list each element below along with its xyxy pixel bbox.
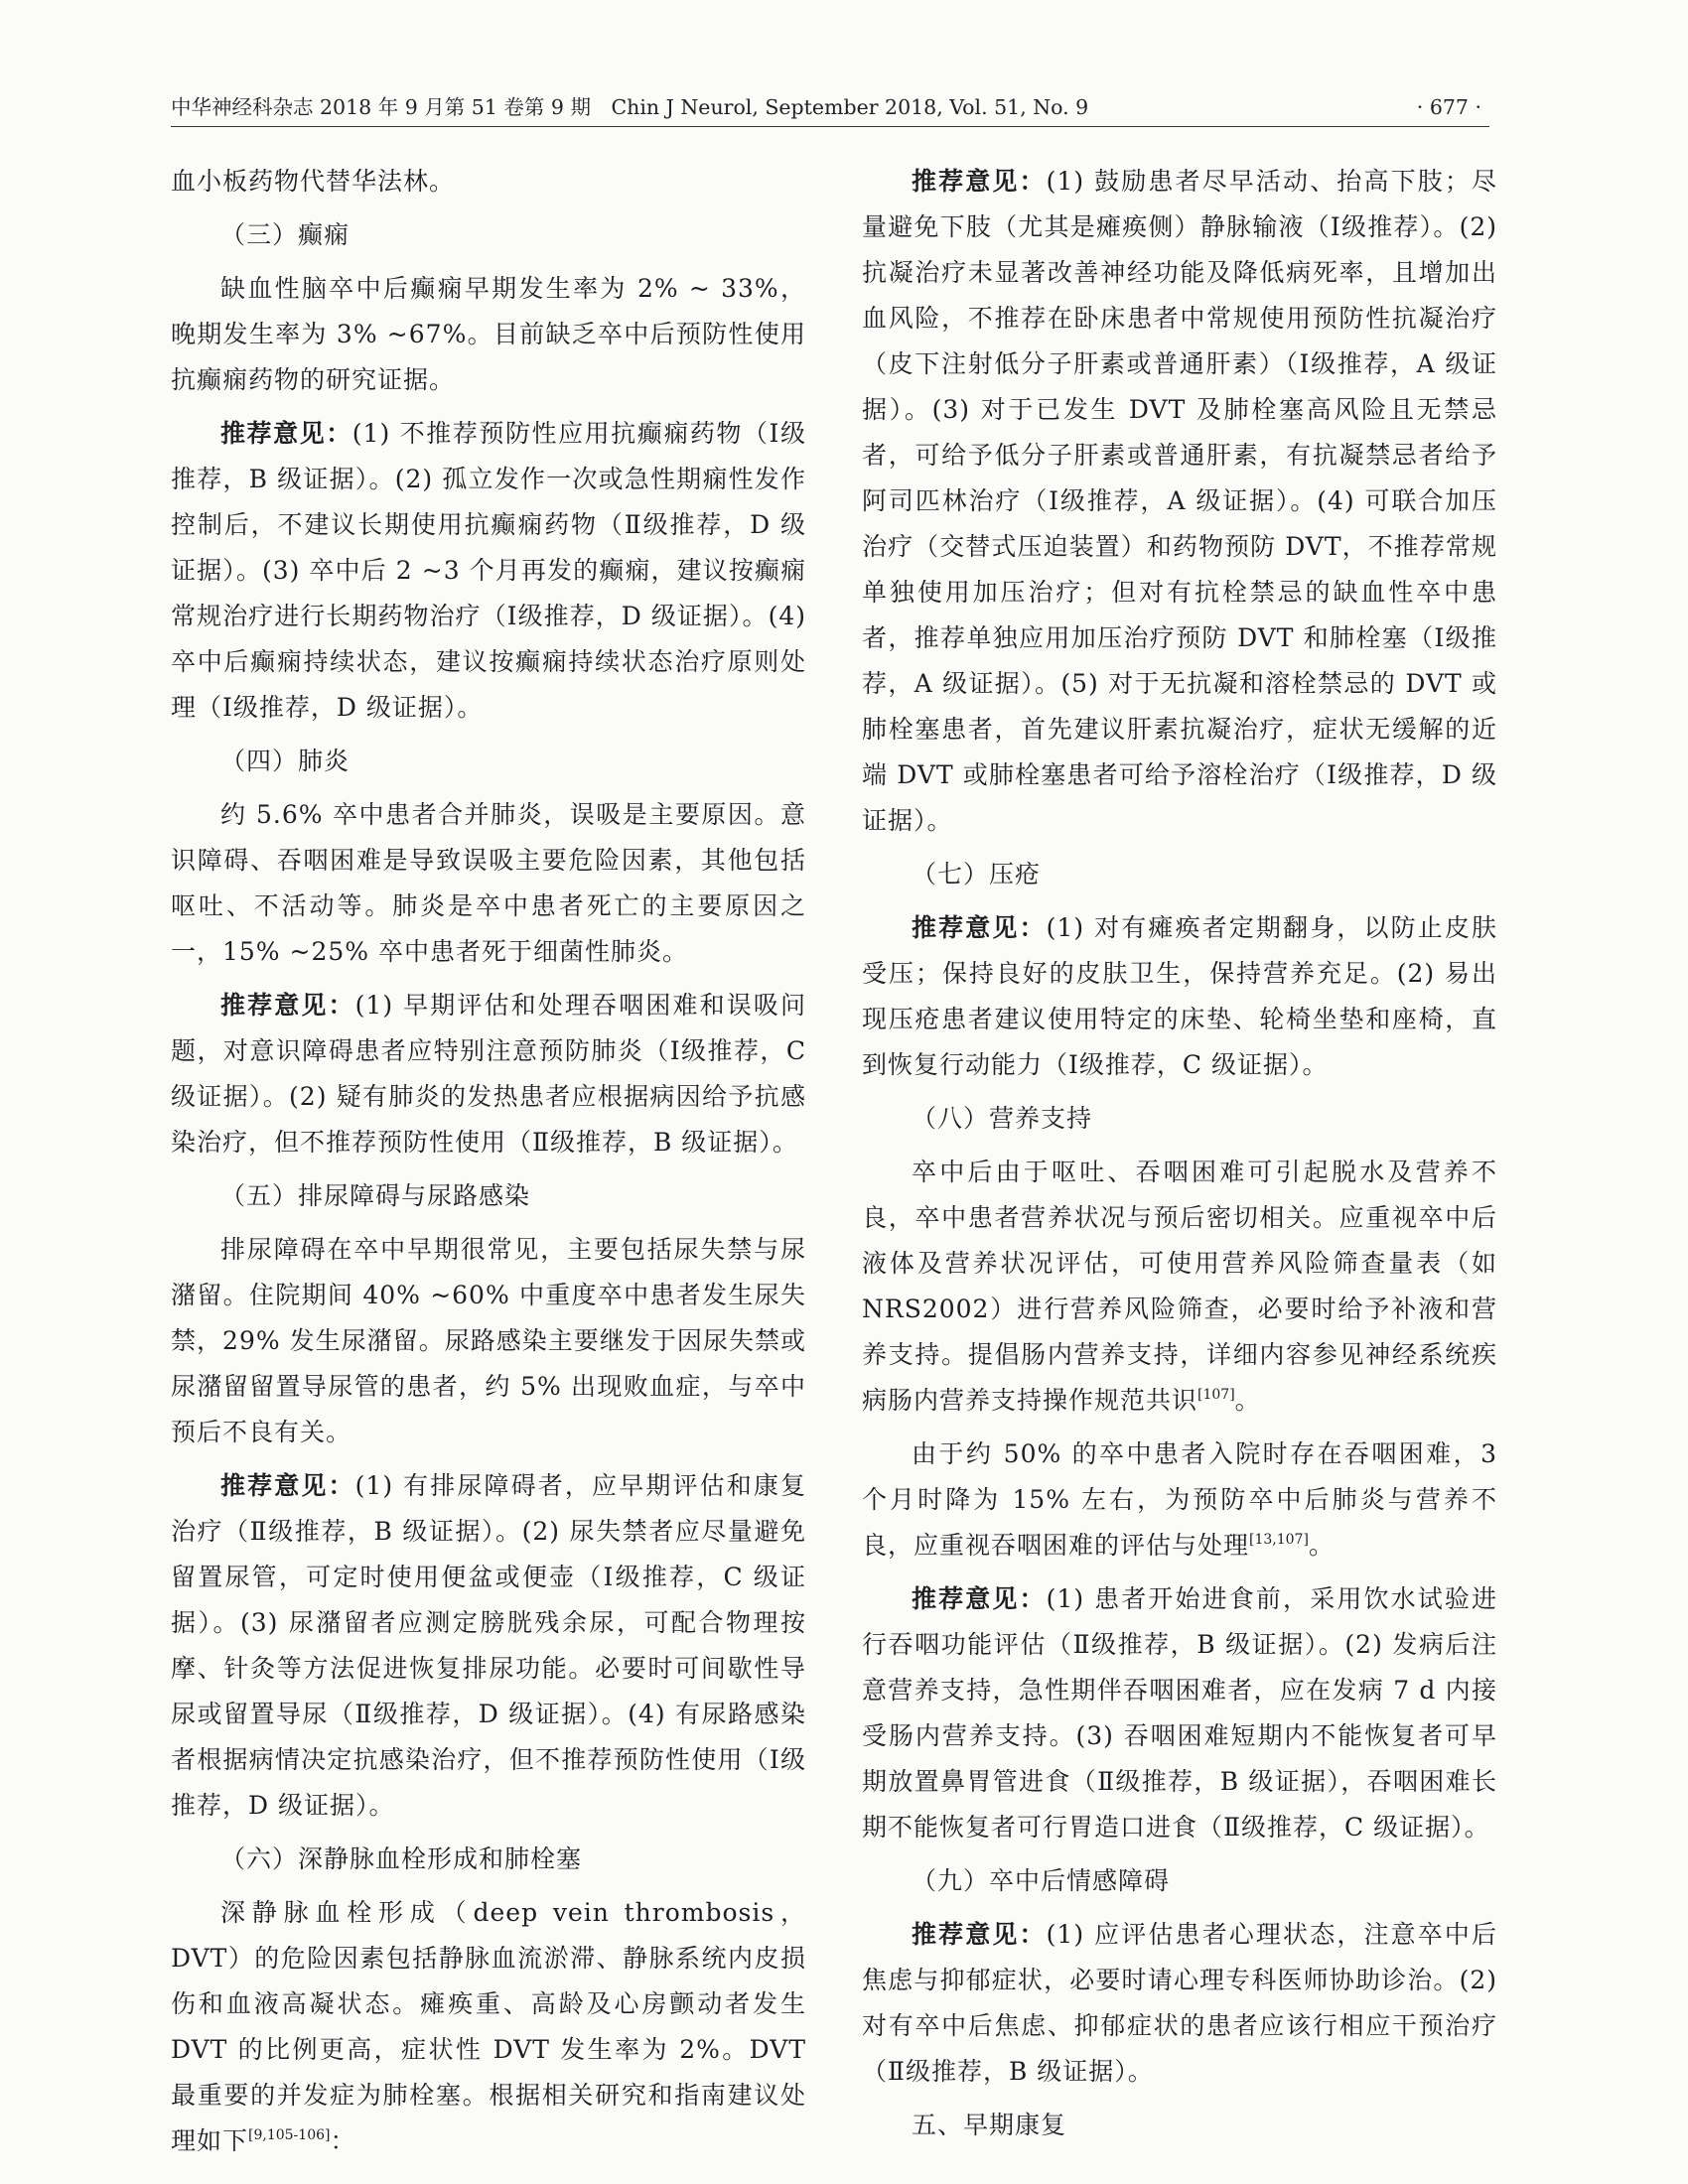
recommendation-text: (1) 早期评估和处理吞咽困难和误吸问题，对意识障碍患者应特别注意预防肺炎（Ⅰ级推荐，C 级证据）。(2) 疑有肺炎的发热患者应根据病因给予抗感染治疗，但不推荐预防性使用（Ⅱ级推荐，B 级证据）。 — [171, 991, 806, 1157]
citation: [9,105-106] — [248, 2127, 331, 2143]
page-number: · 677 · — [1416, 95, 1481, 119]
recommendation — [862, 159, 1497, 844]
section-heading-early-rehab: 五、早期康复 — [912, 2111, 1067, 2139]
recommendation-text: (1) 对有瘫痪者定期翻身，以防止皮肤受压；保持良好的皮肤卫生，保持营养充足。(2) 易出现压疮患者建议使用特定的床垫、轮椅坐垫和座椅，直到恢复行动能力（Ⅰ级推荐，C 级证据）。 — [862, 913, 1497, 1079]
recommendation-text: (1) 应评估患者心理状态，注意卒中后焦虑与抑郁症状，必要时请心理专科医师协助诊治。(2) 对有卒中后焦虑、抑郁症状的患者应该行相应干预治疗（Ⅱ级推荐，B 级证据）。 — [862, 1920, 1497, 2086]
recommendation-label: 推荐意见： — [912, 167, 1047, 196]
recommendation-text: (1) 鼓励患者尽早活动、抬高下肢；尽量避免下肢（尤其是瘫痪侧）静脉输液（Ⅰ级推荐）。(2) 抗凝治疗未显著改善神经功能及降低病死率，且增加出血风险，不推荐在卧床患者中常规使用预防性抗凝治疗（皮下注射低分子肝素或普通肝素）（Ⅰ级推荐，A 级证据）。(3) 对于已发生 DVT 及肺栓塞高风险且无禁忌者，可给予低分子肝素或普通肝素，有抗凝禁忌者给予阿司匹林治疗（Ⅰ级推荐，A 级证据）。(4) 可联合加压治疗（交替式压迫装置）和药物预防 DVT，不推荐常规单独使用加压治疗；但对有抗栓禁忌的缺血性卒中患者，推荐单独应用加压治疗预防 DVT 和肺栓塞（Ⅰ级推荐，A 级证据）。(5) 对于无抗凝和溶栓禁忌的 DVT 或肺栓塞患者，首先建议肝素抗凝治疗，症状无缓解的近端 DVT 或肺栓塞患者可给予溶栓治疗（Ⅰ级推荐，D 级证据）。 — [862, 167, 1497, 835]
recommendation — [171, 411, 806, 731]
recommendation-text: (1) 患者开始进食前，采用饮水试验进行吞咽功能评估（Ⅱ级推荐，B 级证据）。(2) 发病后注意营养支持，急性期伴吞咽困难者，应在发病 7 d 内接受肠内营养支持。(3) 吞咽困难短期内不能恢复者可早期放置鼻胃管进食（Ⅱ级推荐，B 级证据），吞咽困难长期不能恢复者可行胃造口进食（Ⅱ级推荐，C 级证据）。 — [862, 1584, 1497, 1842]
recommendation-text: (1) 有排尿障碍者，应早期评估和康复治疗（Ⅱ级推荐，B 级证据）。(2) 尿失禁者应尽量避免留置尿管，可定时使用便盆或便壶（Ⅰ级推荐，C 级证据）。(3) 尿潴留者应测定膀胱残余尿，可配合物理按摩、针灸等方法促进恢复排尿功能。必要时可间歇性导尿或留置导尿（Ⅱ级推荐，D 级证据）。(4) 有尿路感染者根据病情决定抗感染治疗，但不推荐预防性使用（Ⅰ级推荐，D 级证据）。 — [171, 1471, 806, 1820]
citation: [13,107] — [1249, 1532, 1309, 1548]
recommendation — [862, 905, 1497, 1088]
section-heading-emotional: （九）卒中后情感障碍 — [912, 1866, 1171, 1895]
section-heading-urinary: （五）排尿障碍与尿路感染 — [220, 1181, 531, 1210]
header-rule — [171, 126, 1489, 127]
punctuation: 。 — [1234, 1386, 1261, 1415]
paragraph — [862, 1432, 1497, 1569]
punctuation: 。 — [1308, 1531, 1335, 1560]
section-heading-nutrition: （八）营养支持 — [912, 1104, 1093, 1133]
paragraph: 血小板药物代替华法林。 — [171, 167, 456, 196]
paragraph: 排尿障碍在卒中早期很常见，主要包括尿失禁与尿潴留。住院期间 40% ~60% 中重度卒中患者发生尿失禁，29% 发生尿潴留。尿路感染主要继发于因尿失禁或尿潴留留置导尿管的患者，约 5% 出现败血症，与卒中预后不良有关。 — [171, 1235, 806, 1446]
section-heading-dvt: （六）深静脉血栓形成和肺栓塞 — [220, 1844, 583, 1873]
running-header — [171, 91, 1489, 123]
section-heading-epilepsy: （三）癫痫 — [220, 220, 351, 249]
right-column — [862, 159, 1497, 2156]
paragraph-text: 深静脉血栓形成（deep vein thrombosis，DVT）的危险因素包括静脉血流淤滞、静脉系统内皮损伤和血液高凝状态。瘫痪重、高龄及心房颤动者发生 DVT 的比例更高，症状性 DVT 发生率为 2%。DVT 最重要的并发症为肺栓塞。根据相关研究和指南建议处理如下 — [171, 1898, 806, 2155]
citation: [107] — [1197, 1387, 1235, 1403]
paragraph — [171, 1890, 806, 2164]
journal-citation: 中华神经科杂志 2018 年 9 月第 51 卷第 9 期 Chin J Neurol, September 2018, Vol. 51, No. 9 — [171, 95, 1089, 119]
recommendation-label: 推荐意见： — [912, 1920, 1047, 1949]
paragraph: 约 5.6% 卒中患者合并肺炎，误吸是主要原因。意识障碍、吞咽困难是导致误吸主要危险因素，其他包括呕吐、不活动等。肺炎是卒中患者死亡的主要原因之一，15% ~25% 卒中患者死于细菌性肺炎。 — [171, 800, 806, 966]
paragraph — [862, 1150, 1497, 1424]
recommendation — [171, 983, 806, 1165]
recommendation-label: 推荐意见： — [912, 1584, 1047, 1613]
recommendation-label: 推荐意见： — [220, 1471, 355, 1500]
punctuation: ： — [330, 2126, 356, 2155]
recommendation — [862, 1576, 1497, 1850]
recommendation-text: (1) 不推荐预防性应用抗癫痫药物（Ⅰ级推荐，B 级证据）。(2) 孤立发作一次或急性期痫性发作控制后，不建议长期使用抗癫痫药物（Ⅱ级推荐，D 级证据）。(3) 卒中后 2 ~3 个月再发的癫痫，建议按癫痫常规治疗进行长期药物治疗（Ⅰ级推荐，D 级证据）。(4) 卒中后癫痫持续状态，建议按癫痫持续状态治疗原则处理（Ⅰ级推荐，D 级证据）。 — [171, 419, 806, 722]
recommendation-label: 推荐意见： — [912, 913, 1047, 942]
recommendation-label: 推荐意见： — [220, 991, 355, 1020]
paragraph-text: 由于约 50% 的卒中患者入院时存在吞咽困难，3 个月时降为 15% 左右，为预防卒中后肺炎与营养不良，应重视吞咽困难的评估与处理 — [862, 1439, 1497, 1560]
recommendation — [171, 1463, 806, 1829]
left-column — [171, 159, 806, 2172]
recommendation-label: 推荐意见： — [220, 419, 352, 448]
paragraph: 缺血性脑卒中后癫痫早期发生率为 2% ~ 33%，晚期发生率为 3% ~67%。目前缺乏卒中后预防性使用抗癫痫药物的研究证据。 — [171, 274, 806, 394]
section-heading-pneumonia: （四）肺炎 — [220, 747, 351, 775]
recommendation — [862, 1912, 1497, 2095]
paragraph-text: 卒中后由于呕吐、吞咽困难可引起脱水及营养不良，卒中患者营养状况与预后密切相关。应重视卒中后液体及营养状况评估，可使用营养风险筛查量表（如 NRS2002）进行营养风险筛查，必要时给予补液和营养支持。提倡肠内营养支持，详细内容参见神经系统疾病肠内营养支持操作规范共识 — [862, 1158, 1497, 1415]
section-heading-pressure-ulcer: （七）压疮 — [912, 860, 1042, 888]
